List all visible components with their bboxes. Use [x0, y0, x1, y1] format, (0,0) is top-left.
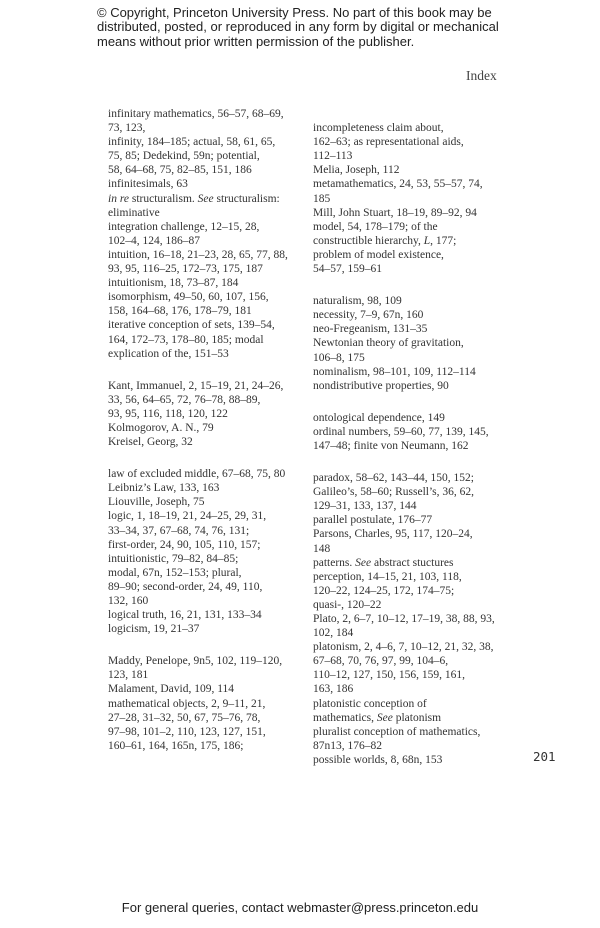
footer-contact: For general queries, contact webmaster@press.princeton.edu [121, 900, 479, 915]
text-segment: mathematics, [313, 711, 377, 724]
index-entry-line [313, 711, 518, 725]
index-entry-line: incompleteness claim about, [313, 122, 444, 135]
index-entry-line: 67–68, 70, 76, 97, 99, 104–6, [313, 655, 449, 668]
index-entry-line: 93, 95, 116, 118, 120, 122 [108, 407, 228, 420]
index-entry-line: metamathematics, 24, 53, 55–57, 74, [313, 178, 483, 191]
index-entry [313, 697, 518, 725]
copyright-line: means without prior written permission of the publisher. [97, 33, 415, 49]
index-entry [108, 220, 313, 248]
index-entry-line: 87n13, 176–82 [313, 739, 382, 752]
index-entry-line: Melia, Joseph, 112 [313, 164, 400, 177]
index-entry-line: intuition, 16–18, 21–23, 28, 65, 77, 88, [108, 248, 288, 261]
index-entry-line: neo-Fregeanism, 131–35 [313, 323, 428, 336]
index-entry-line: problem of model existence, [313, 248, 444, 261]
italic-text: See [355, 556, 372, 569]
index-entry-line: 112–113 [313, 150, 353, 163]
index-letter-group [313, 107, 518, 276]
text-segment: structuralism. [128, 192, 198, 205]
index-entry-line: 162–63; as representational aids, [313, 136, 464, 149]
index-entry-line: Liouville, Joseph, 75 [108, 496, 205, 509]
index-entry-line: Plato, 2, 6–7, 10–12, 17–19, 38, 88, 93, [313, 613, 495, 625]
index-entry [313, 322, 518, 336]
index-entry-line: 102–4, 124, 186–87 [108, 234, 200, 247]
index-entry-line: explication of the, 151–53 [108, 347, 229, 360]
index-column-right [313, 107, 518, 767]
index-entry-line: law of excluded middle, 67–68, 75, 80 [108, 468, 286, 481]
index-entry-line [313, 234, 518, 248]
index-entry-line: quasi-, 120–22 [313, 598, 382, 611]
index-entry [108, 318, 313, 360]
index-entry [108, 608, 313, 622]
index-letter-group [108, 467, 313, 636]
italic-text: See [376, 711, 393, 724]
index-entry [313, 725, 518, 753]
index-entry-line: 33, 56, 64–65, 72, 76–78, 88–89, [108, 393, 261, 406]
index-entry [313, 425, 518, 453]
index-entry [313, 177, 518, 205]
italic-text: L [423, 234, 431, 247]
index-entry-line: 158, 164–68, 176, 178–79, 181 [108, 305, 252, 318]
index-entry [108, 192, 313, 220]
index-entry [313, 612, 518, 640]
index-entry-line: Leibniz’s Law, 133, 163 [108, 482, 220, 495]
index-entry-line: nondistributive properties, 90 [313, 379, 449, 392]
index-entry-line: iterative conception of sets, 139–54, [108, 319, 275, 332]
index-entry-line: ordinal numbers, 59–60, 77, 139, 145, [313, 425, 489, 438]
index-entry [313, 336, 518, 364]
index-entry-line: intuitionism, 18, 73–87, 184 [108, 277, 239, 290]
text-segment: , 177; [430, 234, 457, 247]
index-entry-line: 110–12, 127, 150, 156, 159, 161, [313, 669, 465, 682]
index-entry-line: 147–48; finite von Neumann, 162 [313, 439, 469, 452]
index-entry-line: possible worlds, 8, 68n, 153 [313, 753, 443, 766]
copyright-line: distributed, posted, or reproduced in any form by digital or mechanical [97, 19, 499, 35]
index-entry-line: Malament, David, 109, 114 [108, 683, 235, 696]
index-entry [313, 379, 518, 393]
index-entry-line: Kolmogorov, A. N., 79 [108, 421, 214, 434]
index-entry [108, 509, 313, 608]
text-segment: platonism [392, 711, 442, 724]
index-entry [108, 107, 313, 135]
index-entry-line: naturalism, 98, 109 [313, 295, 402, 308]
index-entry-line: paradox, 58–62, 143–44, 150, 152; [313, 472, 474, 485]
index-entry [313, 640, 518, 696]
index-entry-line: ontological dependence, 149 [313, 411, 445, 424]
index-entry-line: platonistic conception of [313, 697, 427, 710]
index-entry-line: 160–61, 164, 165n, 175, 186; [108, 739, 244, 752]
index-entry-line: Newtonian theory of gravitation, [313, 337, 464, 350]
italic-text: See [197, 192, 214, 205]
index-entry-line [313, 556, 518, 570]
index-entry [108, 467, 313, 481]
index-entry [313, 206, 518, 220]
text-segment: structuralism: [213, 192, 280, 205]
index-letter-group [313, 471, 518, 767]
index-entry [108, 682, 313, 696]
index-entry [313, 220, 518, 276]
index-entry-line: Maddy, Penelope, 9n5, 102, 119–120, [108, 655, 283, 668]
index-entry [108, 622, 313, 636]
index-letter-group [313, 411, 518, 453]
index-entry-line: infinitary mathematics, 56–57, 68–69, [108, 108, 284, 120]
index-entry [313, 411, 518, 425]
index-entry-line: 129–31, 133, 137, 144 [313, 500, 417, 513]
index-letter-group [108, 654, 313, 753]
index-entry [108, 135, 313, 177]
index-entry-line [331, 107, 518, 121]
index-entry [108, 495, 313, 509]
index-entry-line: intuitionistic, 79–82, 84–85; [108, 552, 239, 565]
index-letter-group [108, 107, 313, 361]
index-entry-line: 123, 181 [108, 669, 149, 682]
index-entry [108, 276, 313, 290]
index-entry-line: Kant, Immanuel, 2, 15–19, 21, 24–26, [108, 379, 284, 392]
italic-text: in re [108, 192, 129, 205]
index-entry-line: 89–90; second-order, 24, 49, 110, [108, 580, 263, 593]
index-entry-line: nominalism, 98–101, 109, 112–114 [313, 365, 476, 378]
index-entry [313, 556, 518, 570]
text-segment: abstract stuctures [371, 556, 454, 569]
index-entry-line: pluralist conception of mathematics, [313, 725, 481, 738]
index-entry-line: necessity, 7–9, 67n, 160 [313, 309, 424, 322]
index-entry-line: isomorphism, 49–50, 60, 107, 156, [108, 291, 269, 304]
index-entry-line: Kreisel, Georg, 32 [108, 436, 193, 449]
index-entry-line: 75, 85; Dedekind, 59n; potential, [108, 150, 260, 163]
index-entry-line: 102, 184 [313, 627, 354, 640]
index-entry [108, 248, 313, 276]
copyright-line: © Copyright, Princeton University Press. No part of this book may be [97, 5, 492, 20]
index-entry-line: 54–57, 159–61 [313, 263, 382, 276]
index-entry-line: 120–22, 124–25, 172, 174–75; [313, 584, 455, 597]
index-entry [108, 481, 313, 495]
index-entry [108, 435, 313, 449]
index-entry [108, 290, 313, 318]
index-entry-line: 58, 64–68, 75, 82–85, 151, 186 [108, 164, 252, 177]
index-entry-line: logical truth, 16, 21, 131, 133–34 [108, 609, 262, 622]
index-entry-line: model, 54, 178–179; of the [313, 220, 438, 233]
index-entry-line: Mill, John Stuart, 18–19, 89–92, 94 [313, 206, 477, 219]
text-segment: patterns. [313, 556, 356, 569]
index-entry [108, 697, 313, 753]
index-entry-line [108, 192, 313, 206]
index-entry-line: perception, 14–15, 21, 103, 118, [313, 570, 462, 583]
index-entry [313, 471, 518, 513]
index-letter-group [108, 379, 313, 449]
index-entry-line: mathematical objects, 2, 9–11, 21, [108, 697, 266, 710]
index-entry [313, 527, 518, 555]
page-number: 201 [533, 749, 556, 764]
index-entry-line: 27–28, 31–32, 50, 67, 75–76, 78, [108, 711, 261, 724]
index-entry [313, 308, 518, 322]
index-entry [313, 570, 518, 612]
index-entry-line: 106–8, 175 [313, 351, 365, 364]
index-entry-line: Galileo’s, 58–60; Russell’s, 36, 62, [313, 486, 474, 499]
index-entry-line: 185 [313, 192, 331, 205]
index-entry [313, 365, 518, 379]
index-entry-line: 164, 172–73, 178–80, 185; modal [108, 333, 264, 346]
index-entry-line: 148 [313, 542, 331, 555]
index-entry-line: platonism, 2, 4–6, 7, 10–12, 21, 32, 38, [313, 641, 494, 654]
index-entry [313, 107, 518, 163]
index-entry-line: eliminative [108, 206, 160, 219]
index-entry-line: 132, 160 [108, 595, 149, 607]
index-entry-line: 73, 123, [108, 122, 146, 135]
running-head: Index [466, 68, 497, 83]
index-entry [108, 379, 313, 421]
index-entry-line: infinitesimals, 63 [108, 178, 188, 191]
index-entry-line: logic, 1, 18–19, 21, 24–25, 29, 31, [108, 510, 267, 523]
index-entry [313, 753, 518, 767]
index-column-left [108, 107, 313, 753]
index-entry-line: integration challenge, 12–15, 28, [108, 220, 260, 233]
index-entry [313, 513, 518, 527]
index-entry-line: 93, 95, 116–25, 172–73, 175, 187 [108, 263, 263, 276]
text-segment: constructible hierarchy, [313, 234, 424, 247]
index-entry [108, 654, 313, 682]
index-entry-line: Parsons, Charles, 95, 117, 120–24, [313, 528, 473, 541]
index-entry-line: 33–34, 37, 67–68, 74, 76, 131; [108, 524, 250, 537]
index-letter-group [313, 294, 518, 393]
index-entry [313, 163, 518, 177]
index-entry-line: infinity, 184–185; actual, 58, 61, 65, [108, 136, 276, 149]
index-entry-line: 163, 186 [313, 683, 354, 696]
index-entry-line: first-order, 24, 90, 105, 110, 157; [108, 538, 261, 551]
index-entry [108, 177, 313, 191]
index-entry-line: modal, 67n, 152–153; plural, [108, 566, 242, 579]
index-entry-line: parallel postulate, 176–77 [313, 514, 433, 527]
index-entry-line: 97–98, 101–2, 110, 123, 127, 151, [108, 725, 266, 738]
index-entry [313, 294, 518, 308]
copyright-notice [97, 6, 517, 49]
index-entry [108, 421, 313, 435]
index-entry-line: logicism, 19, 21–37 [108, 623, 200, 636]
